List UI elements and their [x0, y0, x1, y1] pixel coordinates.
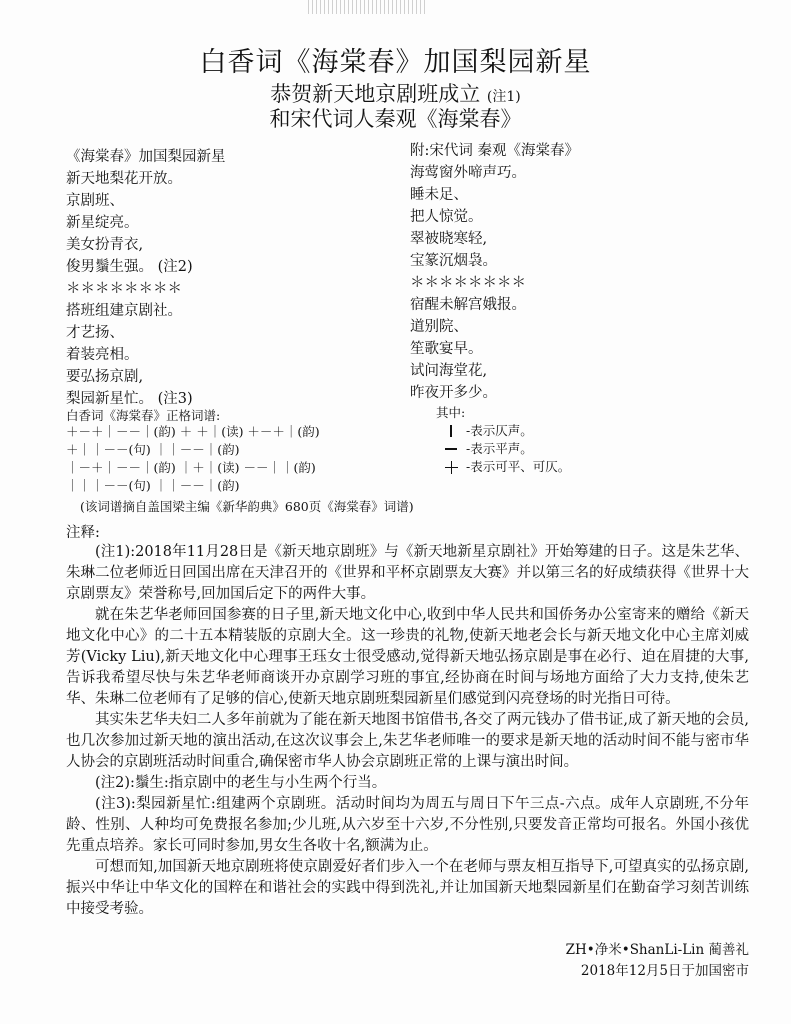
poem-left-line: ＊＊＊＊＊＊＊＊ [66, 281, 182, 297]
poem-right [410, 140, 579, 404]
meter-pattern [66, 423, 320, 495]
note-paragraph: 就在朱艺华老师回国参赛的日子里,新天地文化中心,收到中华人民共和国侨务办公室寄来的赠给《新天地文化中心》的二十五本精装版的京剧大全。这一珍贵的礼物,使新天地老会长与新天地文化中心主席刘威芳(Vicky Liu),新天地文化中心理事王珏女士很受感动,觉得新天地弘扬京剧是事在必行、迫在眉捷的大事,告诉我希望尽快与朱艺华老师商谈开办京剧学习班的事宜,经协商在时间与场地方面给了大力支持,使朱艺华、朱琳二位老师有了足够的信心,使新天地京剧班梨园新星们感觉到闪亮登场的时光指日可待。 [66, 607, 749, 707]
note-paragraph: (注1):2018年11月28日是《新天地京剧班》与《新天地新星京剧社》开始筹建的日子。这是朱艺华、朱琳二位老师近日回国出席在天津召开的《世界和平杯京剧票友大赛》并以第三名的好成绩获得《世界十大京剧票友》荣誉称号,回加国后定下的两件大事。 [66, 544, 749, 602]
notes-body [66, 542, 749, 920]
subtitle-text: 恭贺新天地京剧班成立 [270, 82, 481, 106]
poem-left-line: 新星绽亮。 [66, 215, 139, 231]
note-paragraph: (注2):鬚生:指京剧中的老生与小生两个行当。 [95, 775, 387, 791]
poem-left-line: 美女扮青衣, [66, 237, 144, 253]
poem-right-line: 道别院、 [410, 319, 468, 335]
main-title: 白香词《海棠春》加国梨园新星 [199, 47, 592, 78]
poem-left-line: 搭班组建京剧社。 [66, 303, 182, 319]
poem-right-line: 翠被晓寒轻, [410, 231, 488, 247]
poem-right-line: 睡未足、 [410, 187, 468, 203]
legend-title: 其中: [436, 405, 466, 420]
notes-heading: 注释: [66, 525, 100, 541]
note-paragraph: 可想而知,加国新天地京剧班将使京剧爱好者们步入一个在老师与票友相互指导下,可望真实的弘扬京剧,振兴中华让中华文化的国粹在和谐社会的实践中得到洗礼,并让加国新天地梨园新星们在勤奋学习刻苦训练中接受考验。 [66, 859, 749, 917]
legend-text: -表示可平、可仄。 [466, 459, 571, 474]
legend-text: -表示仄声。 [466, 423, 533, 438]
legend-item [436, 458, 570, 476]
meter-source: (该词谱摘自盖国梁主编《新华韵典》680页《海棠春》词谱) [80, 499, 414, 514]
legend-text: -表示平声。 [466, 441, 533, 456]
meter-line: ｜｜｜－－(句) ｜｜－－｜(韵) [66, 478, 240, 493]
poem-left-line: 要弘扬京剧, [66, 369, 144, 385]
poem-right-line: ＊＊＊＊＊＊＊＊ [410, 275, 526, 291]
poem-left-line: 梨园新星忙。 (注3) [66, 391, 193, 407]
poem-left [66, 146, 226, 410]
meter-title: 白香词《海棠春》正格词谱: [66, 408, 221, 423]
horizontal-bar-icon [445, 448, 457, 450]
meter-line: ＋－＋｜－－｜(韵) ＋ ＋｜(读) ＋－＋｜(韵) [66, 424, 320, 439]
poem-left-line: 才艺扬、 [66, 325, 124, 341]
third-title: 和宋代词人秦观《海棠春》 [269, 107, 522, 131]
poem-right-line: 海莺窗外啼声巧。 [410, 165, 526, 181]
note-paragraph: 其实朱艺华夫妇二人多年前就为了能在新天地图书馆借书,各交了两元钱办了借书证,成了新天地的会员,也几次参加过新天地的演出活动,在这次议事会上,朱艺华老师唯一的要求是新天地的活动时间不能与密市华人协会的京剧班活动时间重合,确保密市华人协会京剧班正常的上课与演出时间。 [66, 712, 749, 770]
poem-right-line: 把人惊觉。 [410, 209, 483, 225]
meter-line: ｜－＋｜－－｜(韵) ｜＋｜(读) －－｜｜(韵) [66, 460, 316, 475]
subtitle-note: (注1) [486, 89, 521, 105]
plus-icon [445, 461, 458, 474]
meter-legend [436, 404, 570, 476]
meter-line: ＋｜｜－－(句) ｜｜－－｜(韵) [66, 442, 240, 457]
poem-left-line: 《海棠春》加国梨园新星 [66, 149, 226, 165]
poem-left-line: 俊男鬚生强。 (注2) [66, 259, 193, 275]
vertical-bar-icon [450, 425, 452, 437]
poem-right-line: 宿醒未解宫娥报。 [410, 297, 526, 313]
poem-left-line: 新天地梨花开放。 [66, 171, 182, 187]
scan-artifact [308, 0, 428, 14]
legend-item [436, 422, 570, 440]
poem-right-line: 昨夜开多少。 [410, 385, 497, 401]
author-signature: ZH•净米•ShanLi-Lin 蔺善礼 [565, 942, 749, 958]
poem-left-line: 着装亮相。 [66, 347, 139, 363]
poem-right-line: 宝篆沉烟袅。 [410, 253, 497, 269]
poem-left-line: 京剧班、 [66, 193, 124, 209]
poem-right-line: 笙歌宴早。 [410, 341, 483, 357]
signature-date: 2018年12月5日于加国密市 [580, 963, 749, 979]
note-paragraph: (注3):梨园新星忙:组建两个京剧班。活动时间均为周五与周日下午三点-六点。成年人京剧班,不分年龄、性别、人种均可免费报名参加;少儿班,从六岁至十六岁,不分性别,只要发音正常均可报名。外国小孩优先重点培养。家长可同时参加,男女生各收十名,额满为止。 [66, 796, 749, 854]
legend-item [436, 440, 570, 458]
poem-right-line: 试问海堂花, [410, 363, 488, 379]
poem-right-line: 附:宋代词 秦观《海棠春》 [410, 143, 579, 159]
